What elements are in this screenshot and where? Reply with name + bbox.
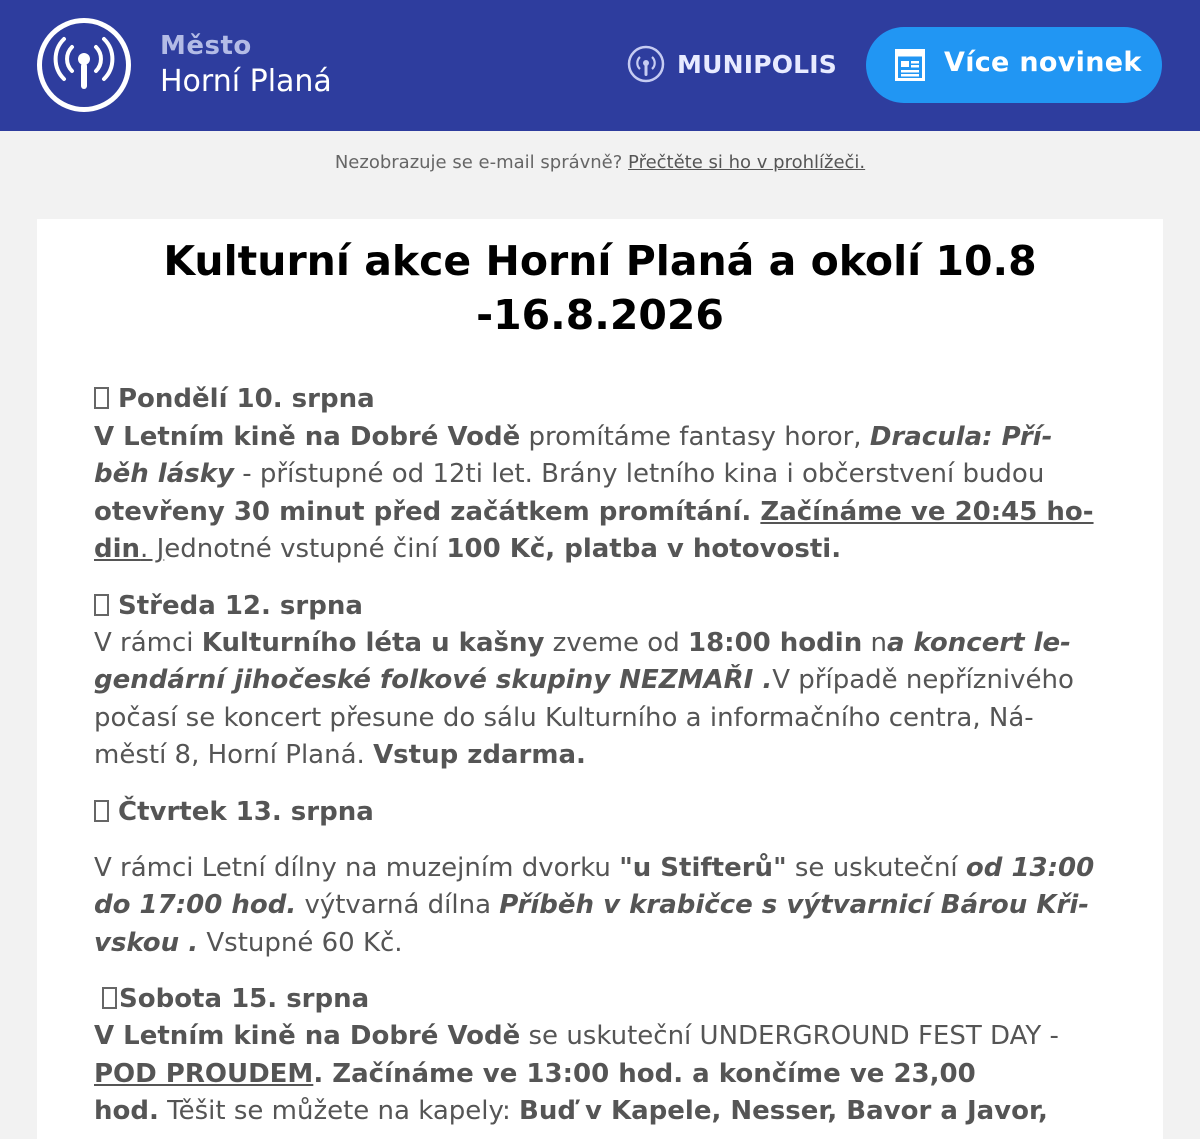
event-text-segment: Kulturního léta u kašny [201, 628, 545, 658]
event-text-segment: zveme od [544, 628, 688, 658]
event-text-line [94, 1094, 1048, 1128]
event-text-segment: Dracula: Pří- [869, 422, 1053, 452]
event-text-segment: V rámci [94, 628, 202, 658]
event-day-label: Sobota 15. srpna [119, 984, 370, 1014]
event-day-heading [94, 795, 374, 829]
calendar-icon [102, 987, 117, 1009]
event-day-heading [102, 982, 369, 1016]
event-day-heading [94, 382, 375, 416]
calendar-icon [94, 800, 109, 822]
page-title [0, 234, 1200, 342]
event-text-line [94, 663, 1074, 697]
calendar-icon [94, 594, 109, 616]
event-text-line [94, 532, 841, 566]
news-icon [895, 49, 925, 81]
town-label: Město [160, 31, 252, 61]
event-text-segment: Vstup zdarma. [373, 740, 586, 770]
event-text-segment: n [862, 628, 887, 658]
event-text-segment: POD PROUDEM [94, 1059, 314, 1089]
event-text-segment: . Začínáme ve 13:00 hod. a končíme ve 23,00 [313, 1059, 976, 1089]
event-text-line [94, 420, 1052, 454]
event-text-segment: "u Stifterů" [619, 853, 787, 883]
title-line-2: -16.8.2026 [476, 291, 724, 339]
town-logo[interactable] [37, 18, 131, 112]
event-text-segment: Buď v Kapele, Nesser, Bavor a Javor, [519, 1096, 1048, 1126]
event-text-segment: počasí se koncert přesune do sálu Kulturního a informačního centra, Ná- [94, 703, 1034, 733]
more-news-label: Více novinek [944, 47, 1142, 78]
event-text-segment: hod. [94, 1096, 159, 1126]
event-text-segment: 18:00 hodin [687, 628, 863, 658]
town-name: Horní Planá [160, 64, 332, 99]
event-text-segment: din [94, 534, 141, 564]
event-text-segment: Příběh v krabičce s výtvarnicí Bárou Kři- [499, 890, 1090, 920]
event-text-segment: Vstupné 60 Kč. [198, 928, 403, 958]
event-text-segment: do 17:00 hod. [94, 890, 297, 920]
browser-notice [0, 152, 1200, 173]
event-text-line [94, 701, 1034, 735]
title-line-1: Kulturní akce Horní Planá a okolí 10.8 [163, 237, 1037, 285]
event-day-label: Čtvrtek 13. srpna [118, 797, 374, 827]
broadcast-icon [42, 23, 126, 107]
notice-text: Nezobrazuje se e-mail správně? [334, 152, 629, 173]
event-text-segment: Začínáme ve 20:45 ho- [760, 497, 1094, 527]
calendar-icon [94, 387, 109, 409]
event-text-segment: promítáme fantasy horor, [520, 422, 870, 452]
view-in-browser-link[interactable]: Přečtěte si ho v prohlížeči. [628, 152, 866, 173]
event-text-line [94, 626, 1071, 660]
event-day-label: Středa 12. srpna [118, 591, 363, 621]
more-news-button[interactable] [866, 27, 1162, 103]
event-text-segment: V Letním kině na Dobré Vodě [94, 1021, 521, 1051]
event-text-segment: otevřeny 30 minut před začátkem promítání. [94, 497, 761, 527]
event-text-line [94, 851, 1094, 885]
event-text-segment: vskou . [94, 928, 199, 958]
event-text-segment: od 13:00 [965, 853, 1095, 883]
event-text-segment: gendární jihočeské folkové skupiny NEZMAŘI . [94, 665, 773, 695]
event-text-line [94, 738, 586, 772]
event-text-segment: V případě nepříznivého [772, 665, 1074, 695]
broadcast-icon [627, 45, 665, 83]
event-text-segment: Těšit se můžete na kapely: [158, 1096, 519, 1126]
event-text-segment: - přístupné od 12ti let. Brány letního kina i občerstvení budou [233, 459, 1045, 489]
brand-name: MUNIPOLIS [677, 50, 838, 79]
event-text-line [94, 495, 1094, 529]
event-text-line [94, 1019, 1059, 1053]
event-text-segment: běh lásky [94, 459, 234, 489]
event-text-segment: 100 Kč, platba v hotovosti. [446, 534, 842, 564]
event-text-segment: V Letním kině na Dobré Vodě [94, 422, 521, 452]
event-text-line [94, 926, 403, 960]
event-text-segment: městí 8, Horní Planá. [94, 740, 374, 770]
event-text-segment: ednotné vstupné činí [164, 534, 447, 564]
event-day-heading [94, 589, 363, 623]
event-text-segment: se uskuteční UNDERGROUND FEST DAY - [520, 1021, 1059, 1051]
event-text-line [94, 888, 1089, 922]
email-header [0, 0, 1200, 131]
event-text-segment: a koncert le- [886, 628, 1071, 658]
event-text-segment: výtvarná dílna [296, 890, 500, 920]
event-day-label: Pondělí 10. srpna [118, 384, 375, 414]
event-text-segment: V rámci Letní dílny na muzejním dvorku [94, 853, 620, 883]
event-text-segment: se uskuteční [786, 853, 966, 883]
event-text-segment: . J [140, 534, 165, 564]
event-text-line [94, 457, 1044, 491]
event-text-line [94, 1057, 976, 1091]
